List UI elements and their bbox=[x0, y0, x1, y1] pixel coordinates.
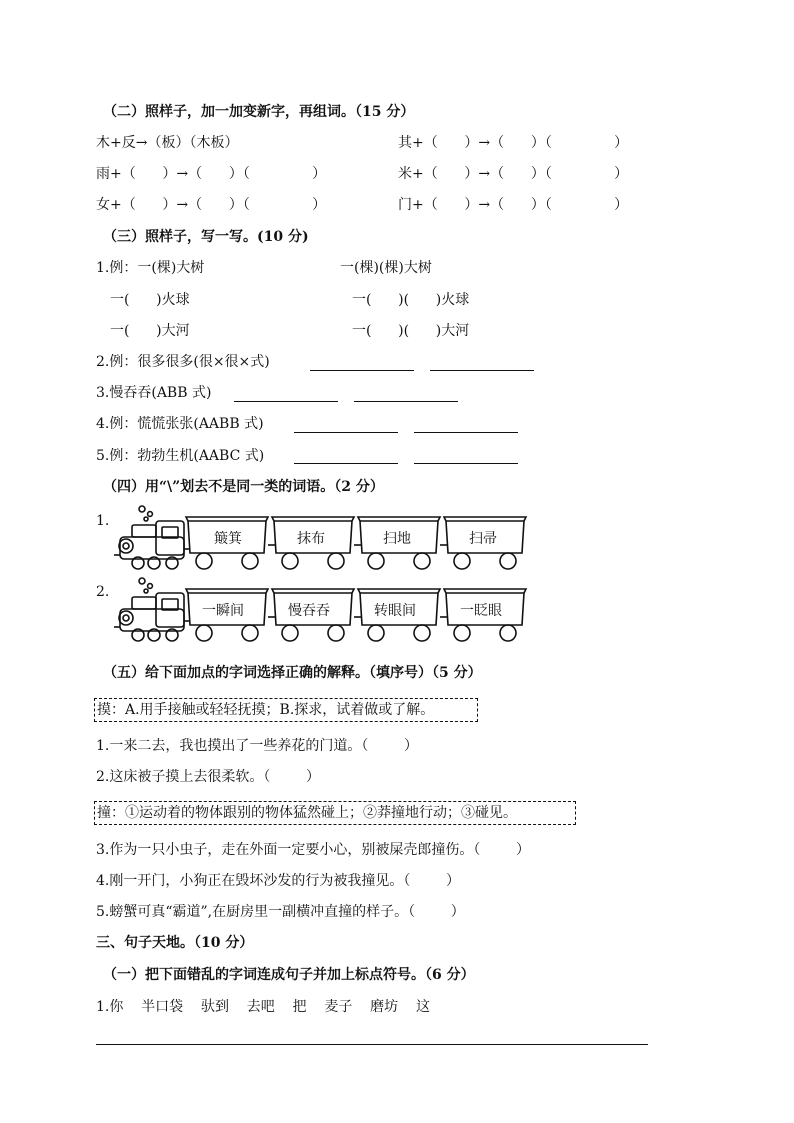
sec3-q5: 5.例：勃勃生机(AABC 式) bbox=[96, 448, 265, 464]
answer-line[interactable] bbox=[430, 370, 534, 371]
sec5-q5: 5.螃蟹可真“霸道”,在厨房里一副横冲直撞的样子。（ ） bbox=[96, 904, 465, 920]
sec2-row2-left: 雨+（ ）→（ ）（ ） bbox=[96, 166, 327, 182]
train-2-car-2[interactable]: 慢吞吞 bbox=[288, 603, 330, 619]
answer-line[interactable] bbox=[294, 463, 398, 464]
section-2-heading: （二）照样子，加一加变新字，再组词。（15 分） bbox=[103, 104, 415, 120]
definition-mo: 摸：A.用手接触或轻轻抚摸；B.探求，试着做或了解。 bbox=[97, 702, 435, 718]
train-1-car-1[interactable]: 簸箕 bbox=[214, 531, 242, 547]
locomotive-icon bbox=[114, 506, 184, 569]
sec2-row3-right: 门+（ ）→（ ）（ ） bbox=[398, 197, 629, 213]
sec5-q1: 1.一来二去，我也摸出了一些养花的门道。（ ） bbox=[96, 738, 418, 754]
sec2-row1-right: 其+（ ）→（ ）（ ） bbox=[398, 135, 629, 151]
sec3-q3: 3.慢吞吞(ABB 式) bbox=[96, 385, 212, 401]
part-3-subheading-1: （一）把下面错乱的字词连成句子并加上标点符号。（6 分） bbox=[103, 967, 475, 983]
locomotive-icon bbox=[114, 578, 184, 641]
train-2-car-1[interactable]: 一瞬间 bbox=[202, 603, 244, 619]
train-1-car-3[interactable]: 扫地 bbox=[383, 531, 411, 547]
sec3-example-1b: 一(棵)(棵)大树 bbox=[340, 260, 432, 276]
sec3-example-1a: 1.例：一(棵)大树 bbox=[96, 260, 205, 276]
sec3-q2: 2.例：很多很多(很×很×式) bbox=[96, 354, 270, 370]
answer-line[interactable] bbox=[354, 401, 458, 402]
answer-line[interactable] bbox=[96, 1044, 648, 1045]
definition-zhuang: 撞：①运动着的物体跟别的物体猛然碰上；②莽撞地行动；③碰见。 bbox=[97, 805, 517, 821]
train-1-car-4[interactable]: 扫帚 bbox=[469, 531, 497, 547]
sec3-line2b: 一( )( )火球 bbox=[352, 292, 470, 308]
answer-line[interactable] bbox=[294, 432, 398, 433]
answer-line[interactable] bbox=[310, 370, 414, 371]
train-2-number: 2. bbox=[96, 584, 110, 600]
section-4-heading: （四）用“\”划去不是同一类的词语。（2 分） bbox=[103, 479, 384, 495]
sec5-q4: 4.刚一开门，小狗正在毁坏沙发的行为被我撞见。（ ） bbox=[96, 873, 460, 889]
sec3-q4: 4.例：慌慌张张(AABB 式) bbox=[96, 416, 264, 432]
sec2-row2-right: 米+（ ）→（ ）（ ） bbox=[398, 166, 629, 182]
train-1-number: 1. bbox=[96, 513, 110, 529]
sec3-line2a: 一( )火球 bbox=[110, 292, 190, 308]
sec2-row1-left: 木+反→（板）（木板） bbox=[96, 135, 239, 151]
train-2-car-3[interactable]: 转眼间 bbox=[374, 603, 416, 619]
sec5-q2: 2.这床被子摸上去很柔软。（ ） bbox=[96, 769, 320, 785]
train-2-car-4[interactable]: 一眨眼 bbox=[460, 603, 502, 619]
sec5-q3: 3.作为一只小虫子，走在外面一定要小心，别被屎壳郎撞伤。（ ） bbox=[96, 842, 530, 858]
section-3-heading: （三）照样子，写一写。(10 分) bbox=[103, 229, 309, 245]
sec3-line3b: 一( )( )大河 bbox=[352, 323, 470, 339]
part-3-question-1: 1.你 半口袋 驮到 去吧 把 麦子 磨坊 这 bbox=[96, 999, 430, 1015]
answer-line[interactable] bbox=[234, 401, 338, 402]
answer-line[interactable] bbox=[414, 463, 518, 464]
section-5-heading: （五）给下面加点的字词选择正确的解释。（填序号）（5 分） bbox=[103, 665, 482, 681]
sec2-row3-left: 女+（ ）→（ ）（ ） bbox=[96, 197, 327, 213]
answer-line[interactable] bbox=[414, 432, 518, 433]
train-1-car-2[interactable]: 抹布 bbox=[297, 531, 325, 547]
part-3-heading: 三、句子天地。（10 分） bbox=[96, 935, 254, 951]
sec3-line3a: 一( )大河 bbox=[110, 323, 190, 339]
